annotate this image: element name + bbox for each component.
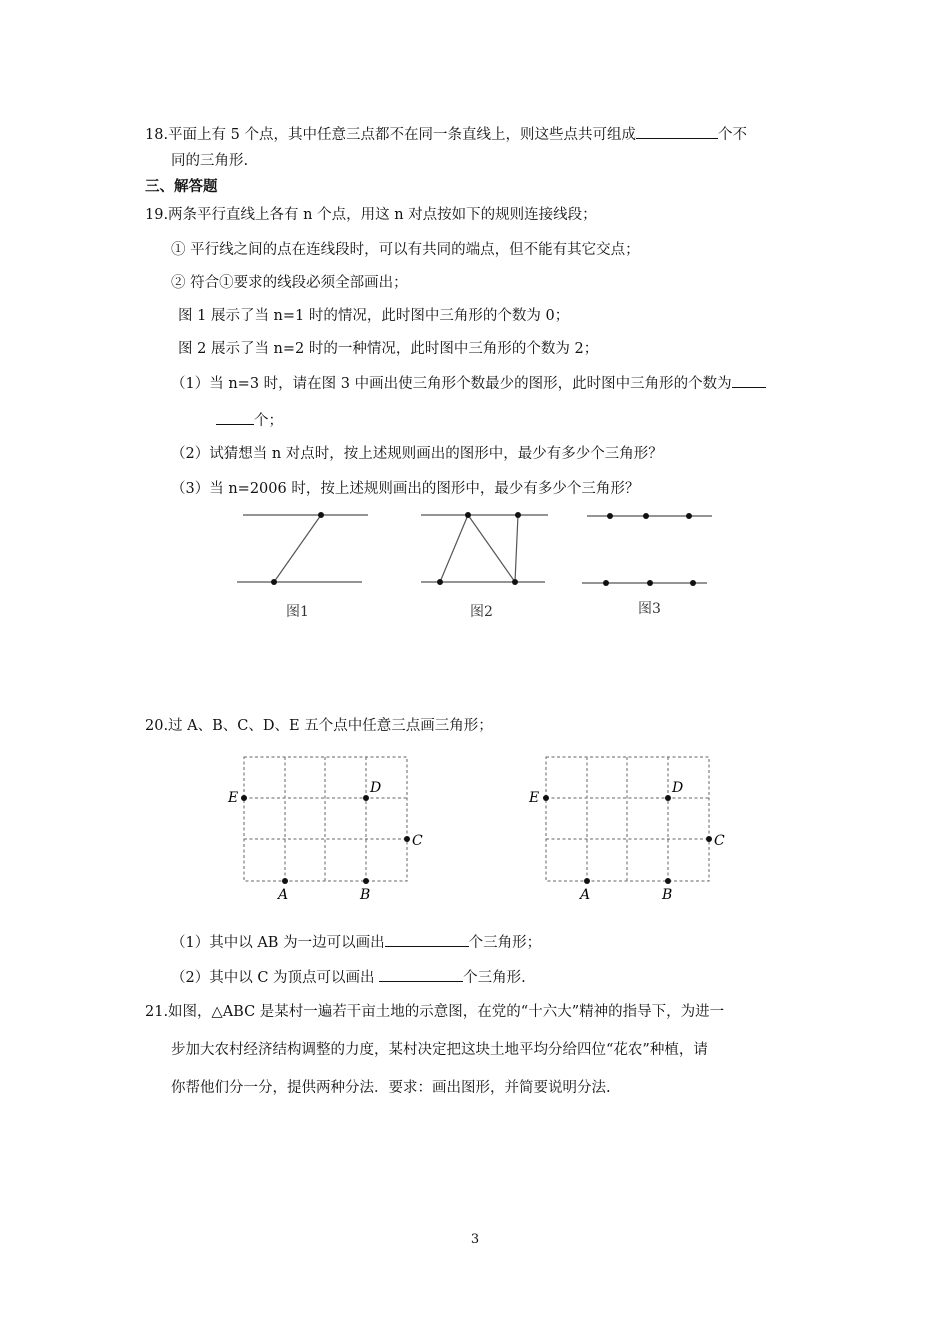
fig3-point [647,580,653,586]
grid-left[interactable] [244,757,407,881]
q20-intro: 20.过 A、B、C、D、E 五个点中任意三点画三角形； [145,718,493,734]
point-B [363,878,369,884]
q19-part1-post: 个； [254,413,283,429]
q19-rule1: ① 平行线之间的点在连线段时，可以有共同的端点，但不能有其它交点； [171,242,640,258]
q19-part1-blank-a[interactable] [732,373,766,388]
q19-part1-blank-b[interactable] [216,410,254,425]
point-A [282,878,288,884]
q21-line3: 你帮他们分一分，提供两种分法．要求：画出图形，并简要说明分法. [171,1080,611,1096]
section-heading: 三、解答题 [145,178,218,195]
fig1-point [271,579,277,585]
figure-2 [421,512,548,620]
q20-part1-text: （1）其中以 AB 为一边可以画出 [171,935,385,951]
fig3-point [643,513,649,519]
q20-part2 [171,967,526,988]
label-C: C [412,833,423,849]
label-D: D [370,780,382,796]
figure-1 [237,512,368,620]
fig2-label: 图2 [470,604,493,620]
page-number: 3 [470,1232,480,1247]
label-A: A [278,887,289,903]
label-E: E [529,790,540,806]
q19-fig1-desc: 图 1 展示了当 n=1 时的情况，此时图中三角形的个数为 0； [178,308,570,324]
q18-line1 [145,124,747,145]
point-A [584,878,590,884]
q19-part3: （3）当 n=2006 时，按上述规则画出的图形中，最少有多少个三角形？ [171,481,640,497]
q20-part1 [171,932,541,953]
fig1-label: 图1 [286,604,309,620]
fig3-point [686,513,692,519]
fig2-point [437,579,443,585]
q18-answer-blank[interactable] [636,124,718,139]
grid-right[interactable] [546,757,709,881]
fig1-segment [274,515,321,582]
q19-intro: 19.两条平行直线上各有 n 个点，用这 n 对点按如下的规则连接线段； [145,207,597,223]
q18-line2: 同的三角形. [171,153,249,169]
q18-text-post: 个不 [718,127,748,143]
figure-3[interactable] [582,513,712,617]
point-E [241,795,247,801]
q20-grids [0,745,950,905]
q19-rule2: ② 符合①要求的线段必须全部画出； [171,275,408,291]
fig1-point [318,512,324,518]
fig2-point [515,512,521,518]
label-E: E [228,790,239,806]
q20-part1-blank[interactable] [385,932,469,947]
fig2-segment [515,515,518,582]
fig3-point [607,513,613,519]
point-B [665,878,671,884]
point-E [543,795,549,801]
fig2-point [465,512,471,518]
label-B: B [360,887,371,903]
label-C: C [714,833,725,849]
q19-part2: （2）试猜想当 n 对点时，按上述规则画出的图形中，最少有多少个三角形？ [171,446,663,462]
fig2-segment [440,515,468,582]
label-B: B [662,887,673,903]
point-C [706,836,712,842]
q18-text: 18.平面上有 5 个点，其中任意三点都不在同一条直线上，则这些点共可组成 [145,127,637,143]
q21-line1: 21.如图，△ABC 是某村一遍若干亩土地的示意图，在党的“十六大”精神的指导下，为进一 [145,1004,725,1020]
point-C [404,836,410,842]
fig2-segment [468,515,515,582]
q20-part1-post: 个三角形； [468,935,542,951]
q20-part2-blank[interactable] [379,967,463,982]
label-A: A [580,887,591,903]
q19-figures [0,500,950,630]
q19-part1-text: （1）当 n=3 时，请在图 3 中画出使三角形个数最少的图形，此时图中三角形的个数为 [171,376,732,392]
q20-part2-text: （2）其中以 C 为顶点可以画出 [171,970,375,986]
fig3-point [603,580,609,586]
q19-fig2-desc: 图 2 展示了当 n=2 时的一种情况，此时图中三角形的个数为 2； [178,341,599,357]
q19-part1-line1 [171,373,766,394]
point-D [665,795,671,801]
fig2-point [512,579,518,585]
q21-line2: 步加大农村经济结构调整的力度，某村决定把这块土地平均分给四位“花农”种植，请 [171,1042,708,1058]
q19-part1-line2 [216,410,283,431]
q20-part2-post: 个三角形. [463,970,526,986]
fig3-point [690,580,696,586]
fig3-label: 图3 [638,601,661,617]
label-D: D [672,780,684,796]
point-D [363,795,369,801]
